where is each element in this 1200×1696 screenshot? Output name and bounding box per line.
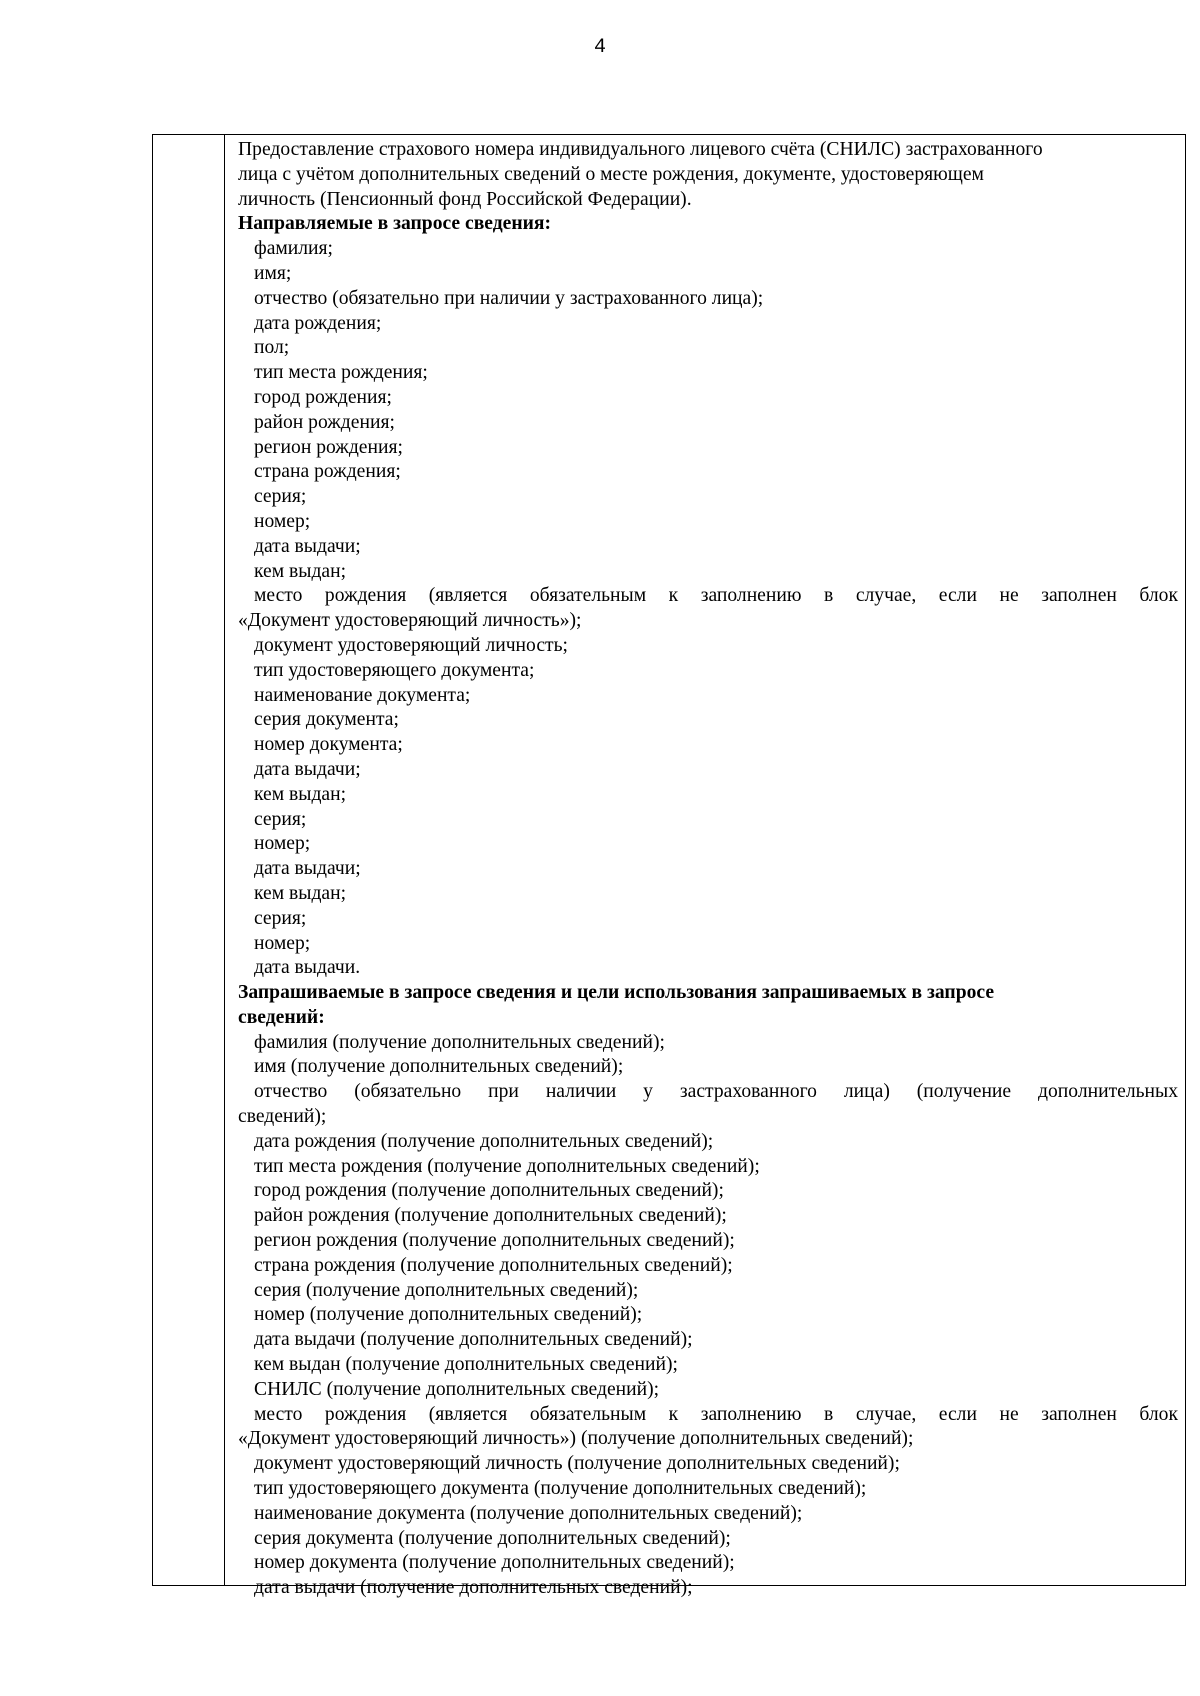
- list-item: город рождения;: [254, 386, 392, 408]
- list-item: дата выдачи.: [254, 957, 361, 979]
- list-item: дата выдачи;: [254, 535, 361, 557]
- list-item: документ удостоверяющий личность (получение дополнительных сведений);: [254, 1453, 900, 1475]
- list-item: номер;: [254, 833, 311, 855]
- list-item: наименование документа;: [254, 684, 471, 706]
- list-item: имя (получение дополнительных сведений);: [254, 1056, 624, 1078]
- intro-line: Предоставление страхового номера индивидуального лицевого счёта (СНИЛС) застрахованного: [238, 139, 1043, 160]
- list-item: тип места рождения;: [254, 362, 428, 384]
- list-item: район рождения;: [254, 411, 395, 433]
- list-item: кем выдан;: [254, 560, 347, 582]
- table-cell-content: [238, 138, 1178, 1601]
- list-item: имя;: [254, 262, 292, 284]
- list-item: кем выдан;: [254, 882, 347, 904]
- list-item-birthplace: место рождения (является обязательным к заполнению в случае, если не заполнен блок: [254, 585, 1178, 607]
- list-item: дата выдачи (получение дополнительных сведений);: [254, 1577, 693, 1599]
- list-item: номер документа;: [254, 734, 403, 756]
- list-item: СНИЛС (получение дополнительных сведений);: [254, 1378, 660, 1400]
- list-item: отчество (обязательно при наличии у застрахованного лица);: [254, 287, 764, 309]
- list-item-patronymic: отчество (обязательно при наличии у застрахованного лица) (получение дополнительных: [254, 1081, 1178, 1103]
- list-item: номер (получение дополнительных сведений);: [254, 1304, 643, 1326]
- sent-heading: Направляемые в запросе сведения:: [238, 213, 552, 235]
- list-item: страна рождения (получение дополнительных сведений);: [254, 1254, 733, 1276]
- list-item-patronymic-cont: сведений);: [238, 1106, 327, 1128]
- list-item: тип места рождения (получение дополнительных сведений);: [254, 1155, 760, 1177]
- list-item: документ удостоверяющий личность;: [254, 634, 568, 656]
- list-item: пол;: [254, 337, 290, 359]
- list-item-birthplace: место рождения (является обязательным к заполнению в случае, если не заполнен блок: [254, 1403, 1178, 1425]
- list-item: серия (получение дополнительных сведений);: [254, 1279, 639, 1301]
- requested-heading-cont: сведений:: [238, 1006, 325, 1028]
- list-item: регион рождения;: [254, 436, 403, 458]
- intro-line: лица с учётом дополнительных сведений о месте рождения, документе, удостоверяющем: [238, 163, 984, 185]
- list-item: дата рождения;: [254, 312, 382, 334]
- list-item: регион рождения (получение дополнительных сведений);: [254, 1230, 735, 1252]
- list-item: кем выдан (получение дополнительных сведений);: [254, 1354, 678, 1376]
- list-item: город рождения (получение дополнительных сведений);: [254, 1180, 724, 1202]
- list-item: район рождения (получение дополнительных сведений);: [254, 1205, 727, 1227]
- list-item: дата выдачи (получение дополнительных сведений);: [254, 1329, 693, 1351]
- list-item: номер;: [254, 932, 311, 954]
- requested-heading: Запрашиваемые в запросе сведения и цели использования запрашиваемых в запросе: [238, 982, 995, 1004]
- list-item: тип удостоверяющего документа;: [254, 659, 535, 681]
- column-divider: [224, 134, 225, 1586]
- list-item: дата выдачи;: [254, 758, 361, 780]
- page-number: 4: [593, 36, 606, 59]
- list-item-birthplace-cont: «Документ удостоверяющий личность») (получение дополнительных сведений);: [238, 1428, 914, 1450]
- list-item: кем выдан;: [254, 783, 347, 805]
- list-item: серия документа (получение дополнительных сведений);: [254, 1527, 731, 1549]
- list-item: номер документа (получение дополнительных сведений);: [254, 1552, 735, 1574]
- list-item: страна рождения;: [254, 461, 401, 483]
- intro-line: личность (Пенсионный фонд Российской Федерации).: [238, 188, 692, 210]
- list-item: серия;: [254, 907, 307, 929]
- list-item: серия;: [254, 808, 307, 830]
- list-item: номер;: [254, 510, 311, 532]
- list-item: серия;: [254, 486, 307, 508]
- list-item: тип удостоверяющего документа (получение дополнительных сведений);: [254, 1478, 867, 1500]
- list-item: серия документа;: [254, 709, 399, 731]
- list-item: наименование документа (получение дополнительных сведений);: [254, 1502, 803, 1524]
- list-item: дата выдачи;: [254, 858, 361, 880]
- list-item: дата рождения (получение дополнительных сведений);: [254, 1130, 714, 1152]
- list-item: фамилия;: [254, 238, 333, 260]
- list-item-birthplace-cont: «Документ удостоверяющий личность»);: [238, 610, 582, 632]
- list-item: фамилия (получение дополнительных сведений);: [254, 1031, 665, 1053]
